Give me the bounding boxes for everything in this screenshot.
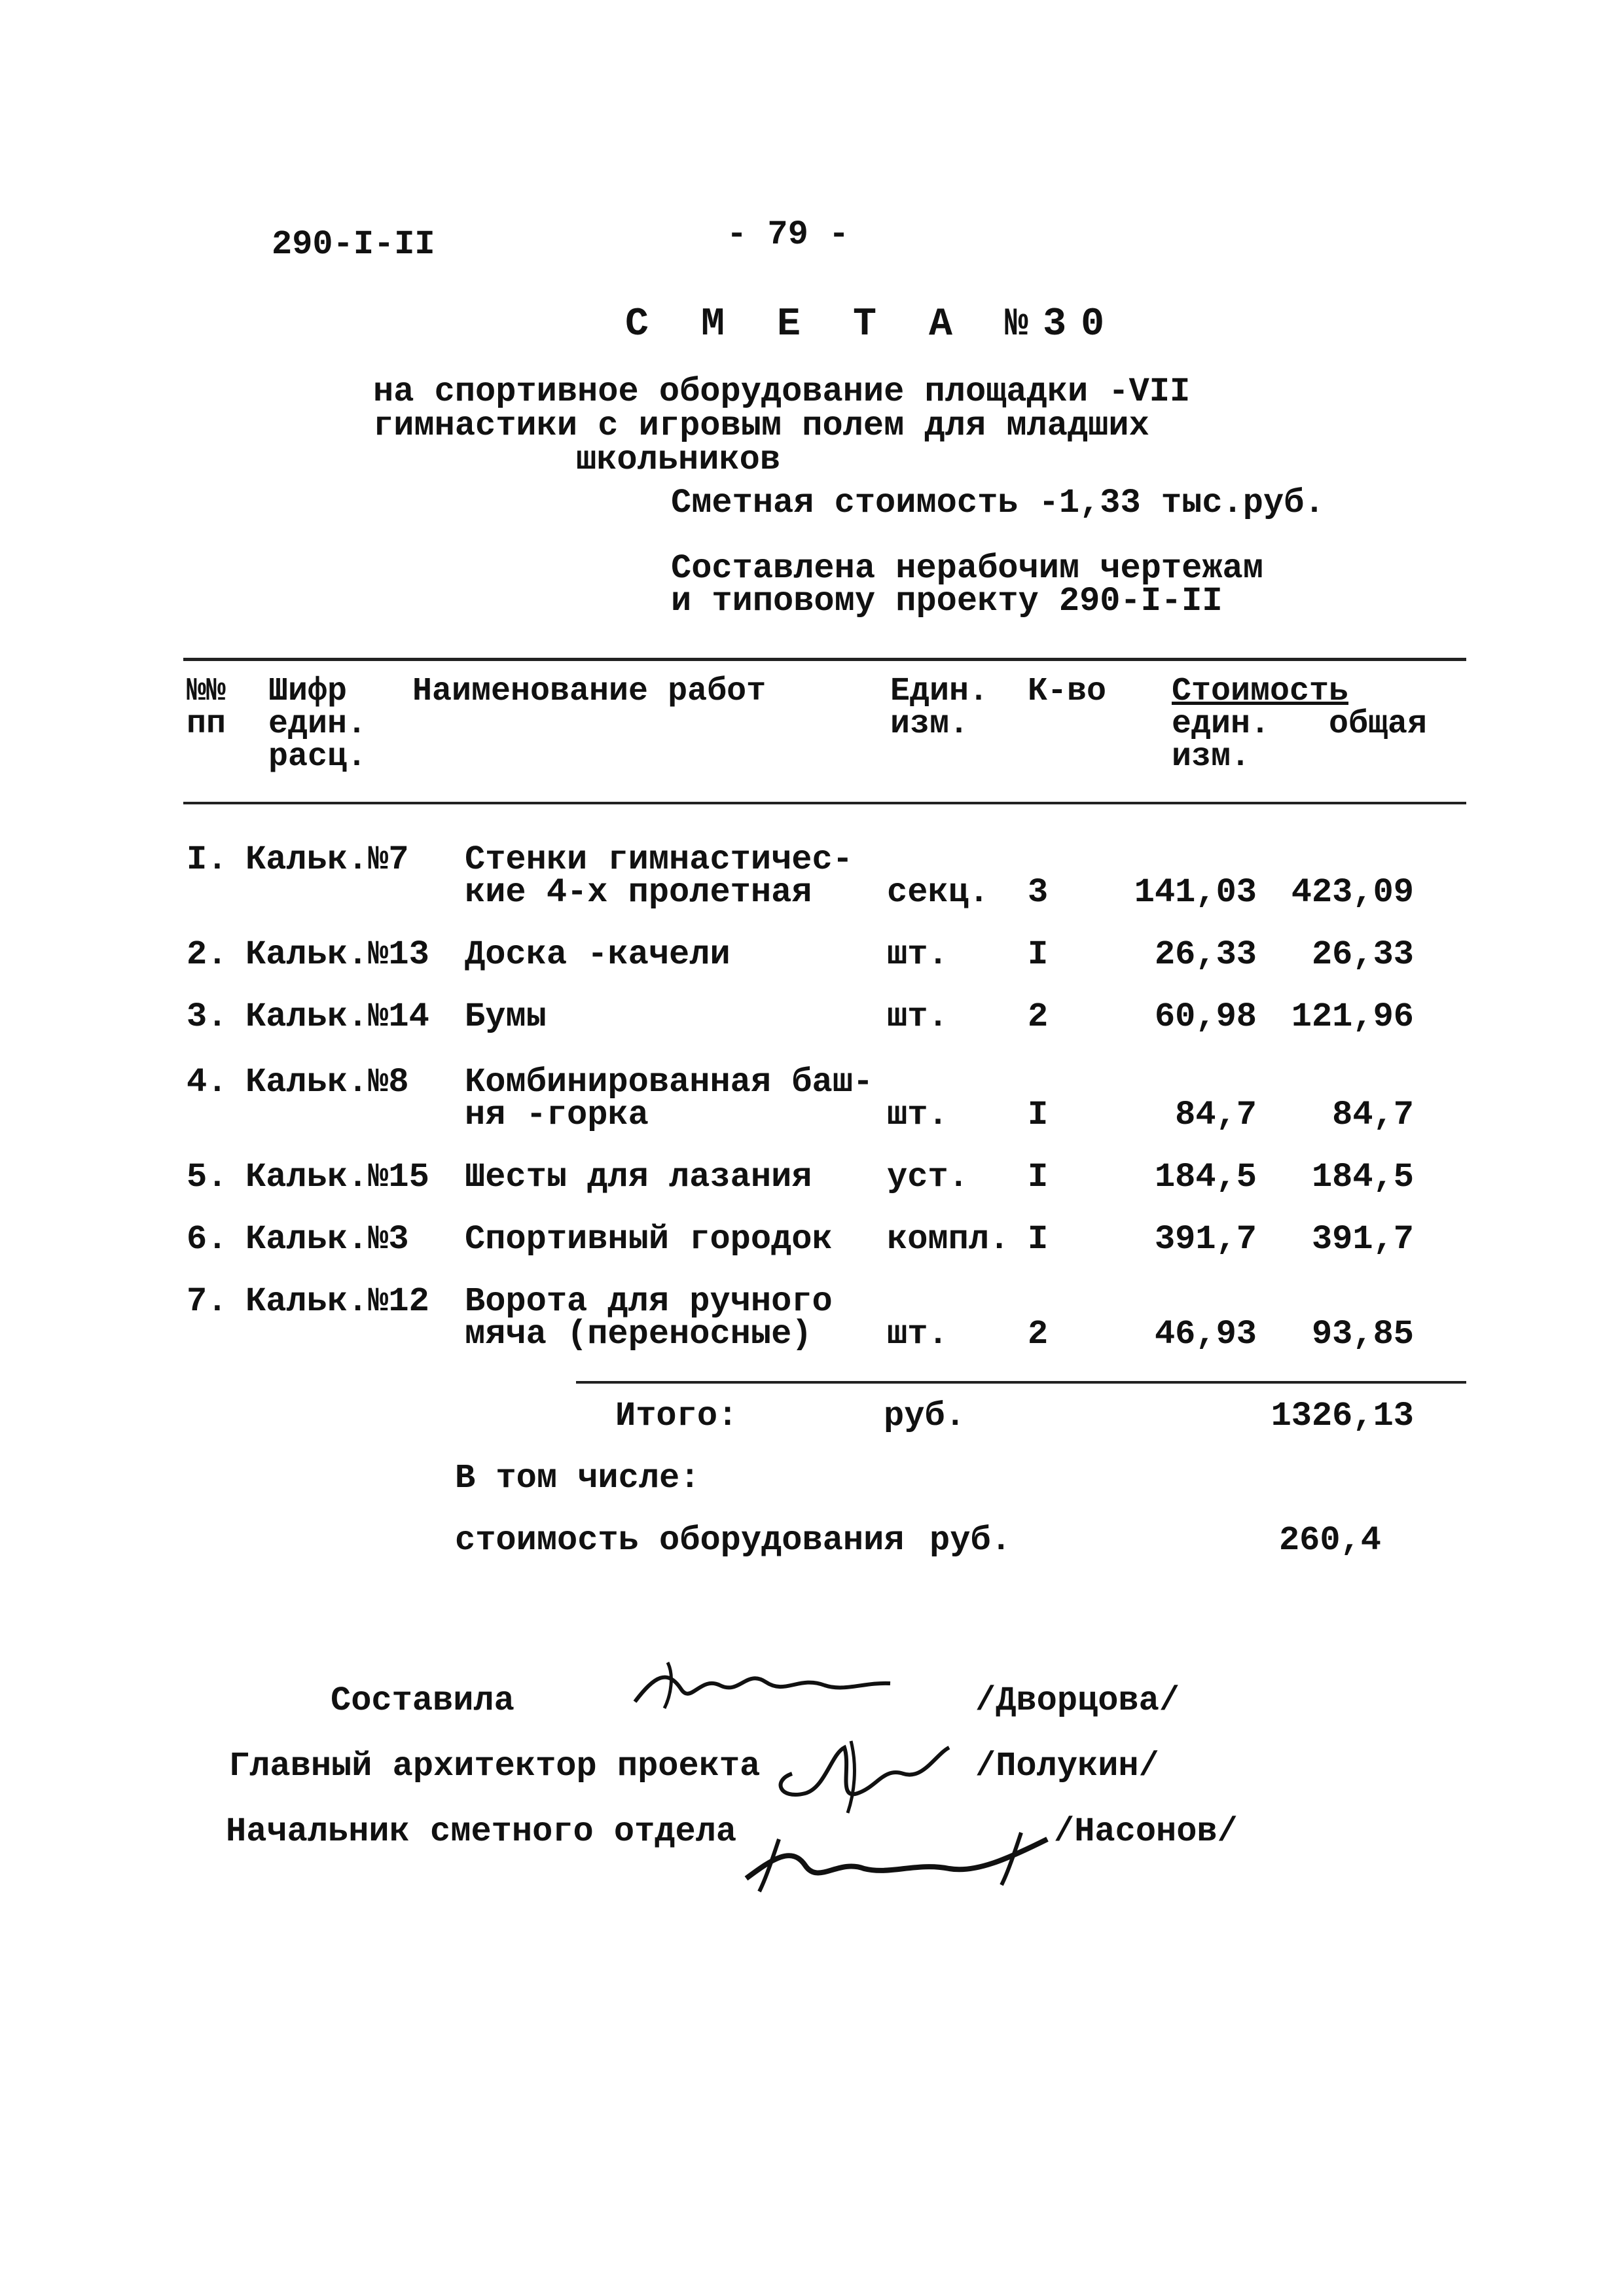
total-value: 1326,13 <box>1271 1397 1414 1435</box>
signature-name-3: /Насонов/ <box>1054 1812 1238 1851</box>
row-total: 184,5 <box>1311 1158 1414 1196</box>
row-num: I. <box>187 840 228 879</box>
document-code: 290-I-II <box>272 225 435 264</box>
header-code-3: расц. <box>268 738 367 776</box>
row-num: 5. <box>187 1158 228 1196</box>
row-price: 46,93 <box>1154 1315 1257 1354</box>
header-qty: К-во <box>1028 673 1107 710</box>
row-unit: секц. <box>887 873 990 912</box>
row-name-1: Шесты для лазания <box>465 1158 812 1196</box>
signature-role-3: Начальник сметного отдела <box>226 1812 737 1851</box>
document-title: С М Е Т А №30 <box>625 302 1119 347</box>
including-label: В том числе: <box>455 1459 700 1498</box>
row-price: 391,7 <box>1154 1220 1257 1259</box>
basis-line-1: Составлена нерабочим чертежам <box>671 549 1263 588</box>
row-num: 6. <box>187 1220 228 1259</box>
totals-rule <box>576 1381 1466 1384</box>
row-total: 26,33 <box>1311 935 1414 974</box>
row-code: Кальк.№14 <box>245 997 429 1036</box>
row-total: 391,7 <box>1311 1220 1414 1259</box>
signature-name-2: /Полукин/ <box>975 1747 1159 1785</box>
row-qty: 3 <box>1028 873 1049 912</box>
row-total: 84,7 <box>1332 1096 1414 1134</box>
header-num-2: пп <box>187 706 226 743</box>
row-name-1: Комбинированная баш- <box>465 1063 874 1102</box>
row-qty: 2 <box>1028 997 1049 1036</box>
row-code: Кальк.№15 <box>245 1158 429 1196</box>
header-cost: Стоимость <box>1172 673 1349 710</box>
row-qty: I <box>1028 935 1049 974</box>
header-unit-1: Един. <box>890 673 989 710</box>
equipment-cost-unit: руб. <box>929 1521 1011 1560</box>
row-name-1: Бумы <box>465 997 547 1036</box>
header-cost-unit-1: един. <box>1172 706 1271 743</box>
row-price: 141,03 <box>1134 873 1257 912</box>
row-num: 7. <box>187 1282 228 1321</box>
header-cost-unit-2: изм. <box>1172 738 1251 776</box>
row-code: Кальк.№8 <box>245 1063 409 1102</box>
row-name-1: Доска -качели <box>465 935 731 974</box>
signature-role-2: Главный архитектор проекта <box>229 1747 761 1785</box>
subtitle-line-3: школьников <box>576 440 781 479</box>
table-top-rule <box>183 658 1466 661</box>
row-price: 84,7 <box>1175 1096 1257 1134</box>
estimated-cost: Сметная стоимость -1,33 тыс.руб. <box>671 484 1325 522</box>
row-qty: 2 <box>1028 1315 1049 1354</box>
page-number: - 79 - <box>727 215 850 254</box>
row-price: 26,33 <box>1154 935 1257 974</box>
header-code-2: един. <box>268 706 367 743</box>
row-qty: I <box>1028 1096 1049 1134</box>
row-unit: компл. <box>887 1220 1010 1259</box>
row-name-2: ня -горка <box>465 1096 649 1134</box>
row-name-1: Стенки гимнастичес- <box>465 840 853 879</box>
row-name-2: кие 4-х пролетная <box>465 873 812 912</box>
total-unit: руб. <box>884 1397 965 1435</box>
header-cost-total: общая <box>1329 706 1428 743</box>
row-price: 60,98 <box>1154 997 1257 1036</box>
row-total: 423,09 <box>1291 873 1414 912</box>
signature-name-1: /Дворцова/ <box>975 1681 1180 1720</box>
row-unit: уст. <box>887 1158 969 1196</box>
header-code-1: Шифр <box>268 673 348 710</box>
row-qty: I <box>1028 1158 1049 1196</box>
row-qty: I <box>1028 1220 1049 1259</box>
handwritten-signature-2 <box>766 1728 962 1820</box>
row-unit: шт. <box>887 935 948 974</box>
row-name-2: мяча (переносные) <box>465 1315 812 1354</box>
total-label: Итого: <box>615 1397 738 1435</box>
row-num: 4. <box>187 1063 228 1102</box>
row-num: 3. <box>187 997 228 1036</box>
row-code: Кальк.№7 <box>245 840 409 879</box>
row-total: 121,96 <box>1291 997 1414 1036</box>
signature-role-1: Составила <box>331 1681 514 1720</box>
row-name-1: Ворота для ручного <box>465 1282 833 1321</box>
row-num: 2. <box>187 935 228 974</box>
subtitle-line-1: на спортивное оборудование площадки -VII <box>373 372 1191 411</box>
header-bottom-rule <box>183 802 1466 804</box>
row-total: 93,85 <box>1311 1315 1414 1354</box>
row-unit: шт. <box>887 1315 948 1354</box>
handwritten-signature-1 <box>628 1649 903 1728</box>
subtitle-line-2: гимнастики с игровым полем для младших <box>373 406 1149 445</box>
row-unit: шт. <box>887 1096 948 1134</box>
handwritten-signature-3 <box>733 1813 1060 1898</box>
row-name-1: Спортивный городок <box>465 1220 833 1259</box>
equipment-cost-value: 260,4 <box>1278 1521 1381 1560</box>
row-code: Кальк.№12 <box>245 1282 429 1321</box>
equipment-cost-label: стоимость оборудования <box>455 1521 905 1560</box>
row-code: Кальк.№3 <box>245 1220 409 1259</box>
row-unit: шт. <box>887 997 948 1036</box>
header-num-1: №№ <box>187 673 226 710</box>
header-unit-2: изм. <box>890 706 969 743</box>
basis-line-2: и типовому проекту 290-I-II <box>671 582 1223 620</box>
row-code: Кальк.№13 <box>245 935 429 974</box>
row-price: 184,5 <box>1154 1158 1257 1196</box>
header-name: Наименование работ <box>412 673 767 710</box>
